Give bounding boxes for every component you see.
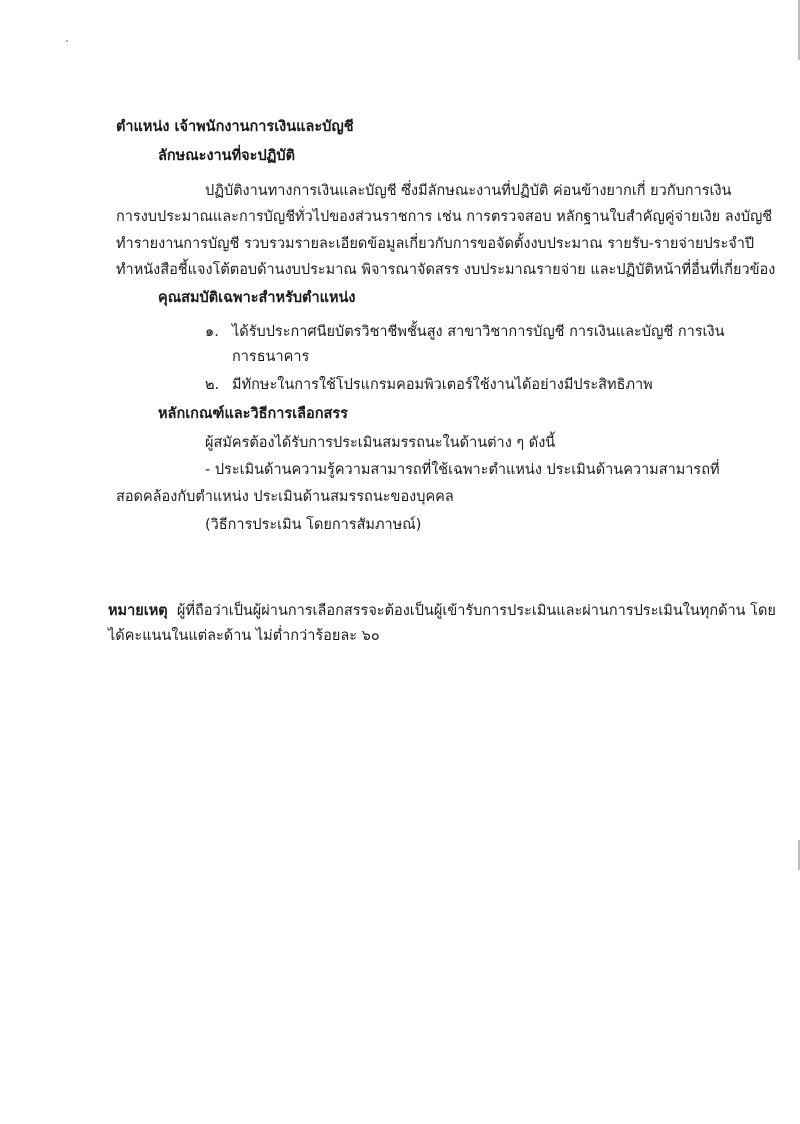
- duties-line-4: ทำหนังสือชี้แจงโต้ตอบด้านงบประมาณ พิจารณาจัดสรร งบประมาณรายจ่าย และปฏิบัติหน้าที่อื่นที่เกี่ยวข้อง: [116, 262, 776, 278]
- qualification-item-1-number: ๑.: [205, 324, 219, 340]
- selection-heading: หลักเกณฑ์และวิธีการเลือกสรร: [158, 406, 348, 422]
- qualification-item-1-line-1: ได้รับประกาศนียบัตรวิชาชีพชั้นสูง สาขาวิชาการบัญชี การเงินและบัญชี การเงิน: [232, 324, 725, 340]
- duties-heading: ลักษณะงานที่จะปฏิบัติ: [158, 148, 295, 164]
- duties-line-2: การงบประมาณและการบัญชีทั่วไปของส่วนราชการ เช่น การตรวจสอบ หลักฐานใบสำคัญคู่จ่ายเงิย ลงบัญชี: [116, 209, 773, 225]
- selection-bullet-line-2: สอดคล้องกับตำแหน่ง ประเมินด้านสมรรถนะของบุคคล: [116, 489, 454, 505]
- position-title: เจ้าพนักงานการเงินและบัญชี: [174, 119, 354, 135]
- position-label: ตำแหน่ง: [116, 119, 170, 135]
- note-line-1: [108, 601, 776, 621]
- duties-line-3: ทำรายงานการบัญชี รวบรวมรายละเอียดข้อมูลเกี่ยวกับการขอจัดตั้งงบประมาณ รายรับ-รายจ่ายประจำปี: [116, 236, 755, 252]
- selection-intro: ผู้สมัครต้องได้รับการประเมินสมรรถนะในด้านต่าง ๆ ดังนี้: [205, 435, 556, 451]
- qualification-item-1-line-2: การธนาคาร: [232, 349, 310, 365]
- qualification-item-2-line-1: มีทักษะในการใช้โปรแกรมคอมพิวเตอร์ใช้งานได้อย่างมีประสิทธิภาพ: [232, 377, 653, 393]
- duties-line-1: ปฏิบัติงานทางการเงินและบัญชี ซึ่งมีลักษณะงานที่ปฏิบัติ ค่อนข้างยากเกี่ ยวกับการเงิน: [205, 183, 732, 199]
- note-label: หมายเหตุ: [108, 603, 168, 619]
- scan-speck: [66, 40, 68, 42]
- qualifications-heading: คุณสมบัติเฉพาะสำหรับตำแหน่ง: [158, 290, 356, 306]
- selection-method: (วิธีการประเมิน โดยการสัมภาษณ์): [205, 517, 422, 533]
- note-text-1: ผู้ที่ถือว่าเป็นผู้ผ่านการเลือกสรรจะต้องเป็นผู้เข้ารับการประเมินและผ่านการประเมินในทุกด้าน โดย: [176, 603, 776, 619]
- selection-bullet-line-1: - ประเมินด้านความรู้ความสามารถที่ใช้เฉพาะตำแหน่ง ประเมินด้านความสามารถที่: [205, 462, 720, 478]
- position-title-line: [116, 117, 354, 137]
- note-line-2: ได้คะแนนในแต่ละด้าน ไม่ต่ำกว่าร้อยละ ๖๐: [108, 628, 380, 644]
- qualification-item-2-number: ๒.: [205, 377, 220, 393]
